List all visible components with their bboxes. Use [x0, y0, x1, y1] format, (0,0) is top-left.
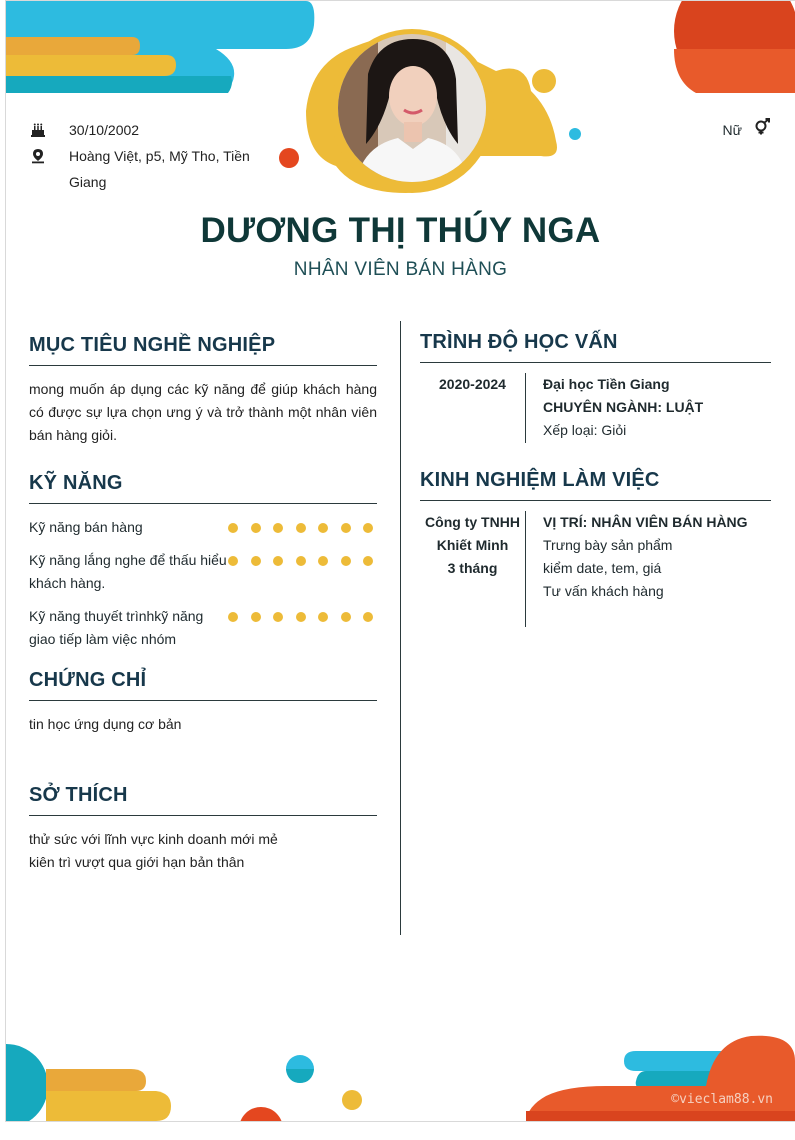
gender-text: Nữ [722, 122, 742, 138]
skill-rating [228, 612, 373, 622]
hobby-item: kiên trì vượt qua giới hạn bản thân [29, 854, 245, 870]
education-entry [420, 373, 771, 443]
hobbies-section [29, 784, 377, 874]
hobbies-title: SỞ THÍCH [29, 784, 377, 816]
objective-section [29, 334, 377, 447]
certificates-title: CHỨNG CHỈ [29, 669, 377, 701]
skill-rating [228, 523, 373, 533]
company-line: Công ty TNHH [425, 514, 520, 530]
experience-title: KINH NGHIỆM LÀM VIỆC [420, 469, 771, 501]
birthday-row [29, 117, 259, 143]
skill-label: Kỹ năng lắng nghe để thấu hiểu khách hàng. [29, 552, 227, 591]
candidate-name: DƯƠNG THỊ THÚY NGA [200, 211, 601, 250]
skill-item [29, 605, 377, 651]
duration: 3 tháng [447, 560, 498, 576]
certificates-text: tin học ứng dụng cơ bản [29, 716, 182, 732]
objective-text: mong muốn áp dụng các kỹ năng để giúp khách hàng có được sự lựa chọn ưng ý và trở thành một nhân viên bán hàng giỏi. [29, 381, 377, 443]
cv-page [5, 0, 795, 1122]
skills-title: KỸ NĂNG [29, 472, 377, 504]
watermark: ©vieclam88.vn [671, 1092, 773, 1107]
position: VỊ TRÍ: NHÂN VIÊN BÁN HÀNG [543, 514, 748, 530]
experience-entry [420, 511, 771, 627]
education-title: TRÌNH ĐỘ HỌC VẤN [420, 331, 771, 363]
experience-section [420, 469, 771, 627]
school-name: Đại học Tiền Giang [543, 376, 670, 392]
skill-item [29, 516, 377, 539]
skill-item [29, 549, 377, 595]
birthday-text: 30/10/2002 [69, 122, 140, 138]
gender-info [723, 117, 771, 143]
certificates-section [29, 669, 377, 736]
duty-item: kiểm date, tem, giá [543, 560, 662, 576]
profile-photo [338, 34, 486, 182]
job-title: NHÂN VIÊN BÁN HÀNG [293, 259, 508, 280]
education-period: 2020-2024 [439, 376, 506, 392]
address-text: Hoàng Việt, p5, Mỹ Tho, Tiền Giang [69, 148, 250, 190]
left-column [29, 334, 377, 874]
skill-label: Kỹ năng thuyết trìnhkỹ năng giao tiếp làm việc nhóm [29, 608, 204, 647]
hobby-item: thử sức với lĩnh vực kinh doanh mới mẻ [29, 831, 278, 847]
contact-info [29, 117, 259, 195]
duty-item: Tư vấn khách hàng [543, 583, 664, 599]
right-column [420, 331, 771, 627]
skills-section [29, 472, 377, 651]
major: CHUYÊN NGÀNH: LUẬT [543, 399, 704, 415]
birthday-cake-icon [29, 117, 47, 143]
education-section [420, 331, 771, 443]
company-line: Khiết Minh [436, 537, 509, 553]
gender-icon [754, 117, 771, 143]
column-divider [400, 321, 401, 935]
grade: Xếp loại: Giỏi [543, 422, 627, 438]
skill-label: Kỹ năng bán hàng [29, 519, 143, 535]
objective-title: MỤC TIÊU NGHỀ NGHIỆP [29, 334, 377, 366]
address-row [29, 143, 259, 195]
skill-rating [228, 556, 373, 566]
location-pin-icon [29, 143, 47, 169]
duty-item: Trưng bày sản phẩm [543, 537, 673, 553]
